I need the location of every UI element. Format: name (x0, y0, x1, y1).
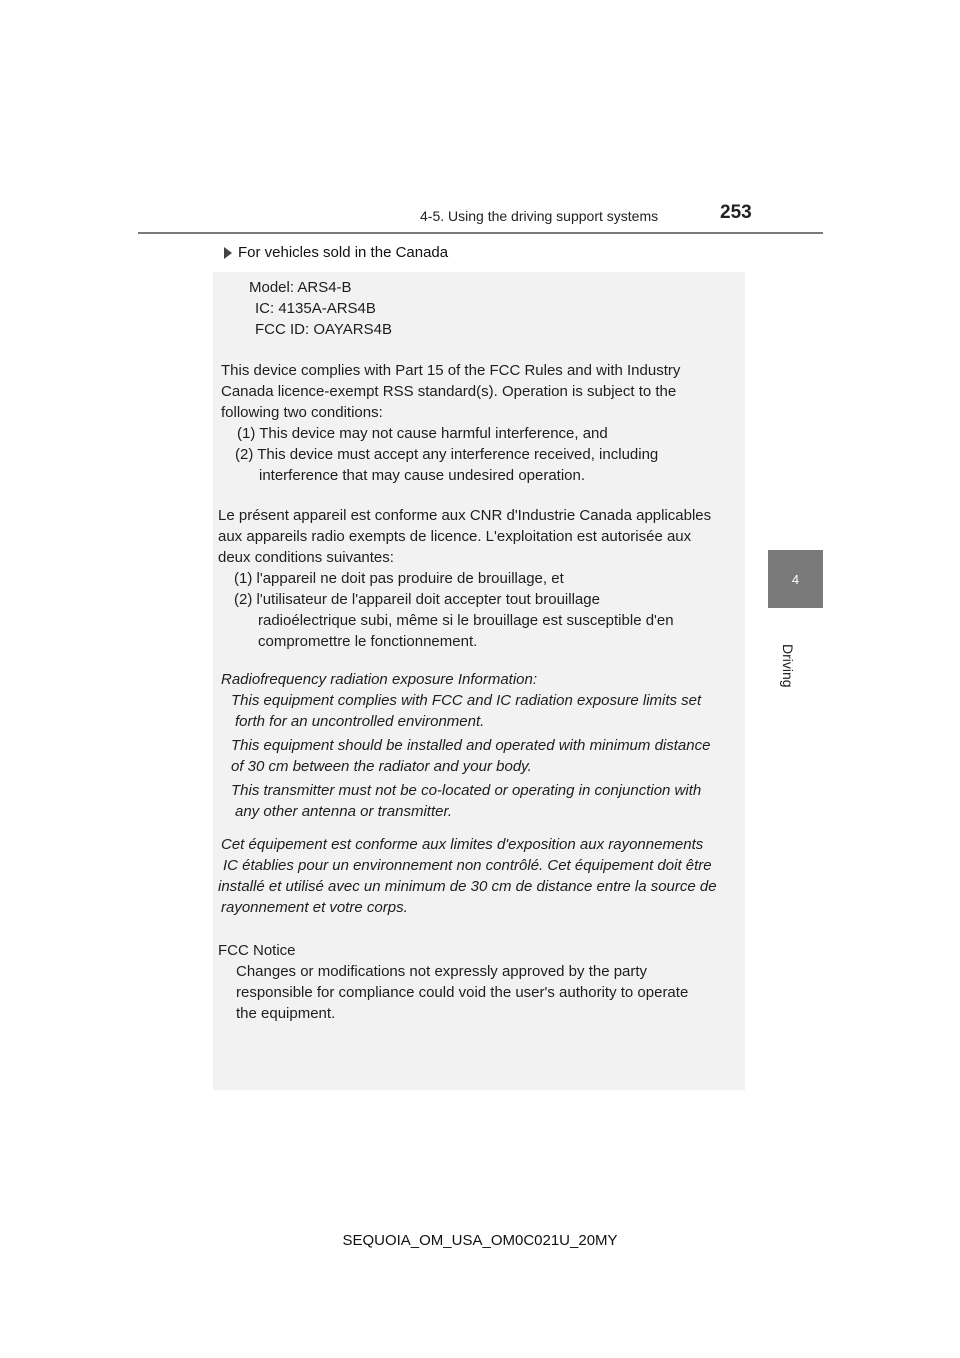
fcc-notice-title: FCC Notice (218, 942, 296, 959)
text-line: responsible for compliance could void the user's authority to operate (236, 984, 689, 1001)
text-line: Canada licence-exempt RSS standard(s). Operation is subject to the (221, 383, 677, 400)
section-title: 4-5. Using the driving support systems (420, 208, 659, 224)
model-info (249, 277, 392, 340)
rf-exposure-info (221, 669, 710, 822)
condition-line: (2) l'utilisateur de l'appareil doit accepter tout brouillage (234, 591, 600, 608)
condition-line: (1) This device may not cause harmful interference, and (237, 425, 608, 442)
section-heading (224, 244, 448, 261)
text-line: of 30 cm between the radiator and your body. (231, 758, 532, 775)
triangle-bullet-icon (224, 247, 232, 259)
page-number: 253 (720, 202, 752, 223)
text-line: Changes or modifications not expressly approved by the party (236, 963, 648, 980)
chapter-tab (768, 550, 823, 608)
text-line: following two conditions: (221, 404, 383, 421)
text-line: any other antenna or transmitter. (235, 803, 453, 820)
text-line: IC établies pour un environnement non contrôlé. Cet équipement doit être (223, 857, 712, 874)
header-divider (138, 232, 823, 234)
chapter-label: Driving (780, 644, 796, 688)
rf-exposure-info-fr (218, 834, 717, 918)
fcc-id-line: FCC ID: OAYARS4B (255, 321, 392, 338)
text-line: This device complies with Part 15 of the FCC Rules and with Industry (221, 362, 681, 379)
french-compliance (218, 505, 711, 652)
condition-line: compromettre le fonctionnement. (258, 633, 478, 650)
text-line: This equipment complies with FCC and IC radiation exposure limits set (231, 692, 702, 709)
ic-line: IC: 4135A-ARS4B (255, 300, 376, 317)
document-footer: SEQUOIA_OM_USA_OM0C021U_20MY (342, 1232, 618, 1249)
condition-line: interference that may cause undesired operation. (259, 467, 586, 484)
text-line: the equipment. (236, 1005, 336, 1022)
heading-text: For vehicles sold in the Canada (238, 244, 449, 261)
chapter-number: 4 (791, 571, 800, 587)
text-line: This equipment should be installed and operated with minimum distance (231, 737, 711, 754)
text-line: deux conditions suivantes: (218, 549, 394, 566)
model-line: Model: ARS4-B (249, 279, 352, 296)
condition-line: (1) l'appareil ne doit pas produire de brouillage, et (234, 570, 564, 587)
regulatory-label-image (213, 272, 745, 1090)
text-line: aux appareils radio exempts de licence. L'exploitation est autorisée aux (218, 528, 692, 545)
english-compliance (221, 360, 680, 486)
fcc-notice (218, 940, 688, 1024)
text-line: Cet équipement est conforme aux limites d'exposition aux rayonnements (221, 836, 704, 853)
condition-line: radioélectrique subi, même si le brouillage est susceptible d'en (258, 612, 674, 629)
text-line: Le présent appareil est conforme aux CNR d'Industrie Canada applicables (218, 507, 712, 524)
text-line: rayonnement et votre corps. (221, 899, 408, 916)
text-line: installé et utilisé avec un minimum de 30 cm de distance entre la source de (218, 878, 717, 895)
text-line: This transmitter must not be co-located or operating in conjunction with (231, 782, 702, 799)
condition-line: (2) This device must accept any interference received, including (235, 446, 659, 463)
rf-title: Radiofrequency radiation exposure Information: (221, 671, 538, 688)
text-line: forth for an uncontrolled environment. (235, 713, 485, 730)
